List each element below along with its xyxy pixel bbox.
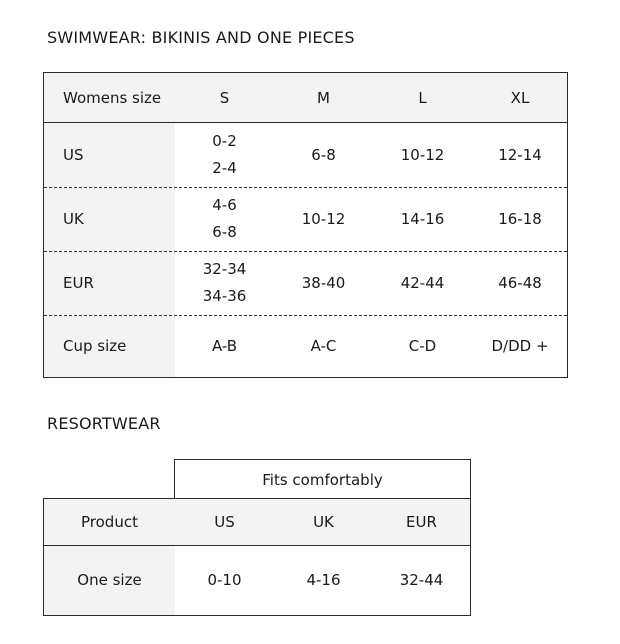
table-cell: 10-12 [301,209,346,228]
resortwear-title: RESORTWEAR [47,414,161,433]
table-cell [175,123,274,187]
resortwear-size-table [43,459,471,616]
table-cell: A-B [211,336,238,355]
cell-value: 32-34 [202,260,247,278]
table-cell: 32-44 [399,571,444,589]
row-label-us: US [63,145,84,164]
header-size-m: M [317,88,330,107]
header-size-xl: XL [510,88,530,107]
table-cell: 14-16 [400,209,445,228]
table-cell [175,187,274,251]
table-cell: 12-14 [498,145,542,164]
header-product: Product [81,512,138,531]
table-cell: 38-40 [301,273,346,292]
row-label-cup-size: Cup size [63,336,127,355]
cell-value: 4-6 [212,196,237,214]
table-cell: D/DD + [491,336,549,355]
table-cell: 46-48 [498,273,542,292]
row-label-eur: EUR [63,273,94,292]
swimwear-title: SWIMWEAR: BIKINIS AND ONE PIECES [47,28,355,47]
cell-value: 2-4 [212,159,237,177]
table-cell: 0-10 [207,571,242,589]
table-cell: 4-16 [306,571,341,589]
table-cell: 16-18 [498,209,542,228]
cell-value: 6-8 [212,223,237,241]
header-us: US [214,512,235,531]
cell-value: 0-2 [212,132,237,150]
table-cell [175,251,274,315]
header-size-s: S [219,88,230,107]
resortwear-table-body [43,498,471,616]
table-cell: 6-8 [311,145,336,164]
row-label-one-size: One size [77,571,142,589]
table-cell: A-C [310,336,337,355]
table-cell: C-D [408,336,437,355]
fits-comfortably-header: Fits comfortably [174,459,471,499]
cell-value: 34-36 [202,287,247,305]
header-uk: UK [313,512,334,531]
header-eur: EUR [406,512,437,531]
table-cell: 10-12 [400,145,445,164]
header-womens-size: Womens size [63,88,162,107]
header-size-l: L [418,88,427,107]
swimwear-size-table [43,72,568,378]
row-label-uk: UK [63,209,84,228]
table-cell: 42-44 [400,273,445,292]
